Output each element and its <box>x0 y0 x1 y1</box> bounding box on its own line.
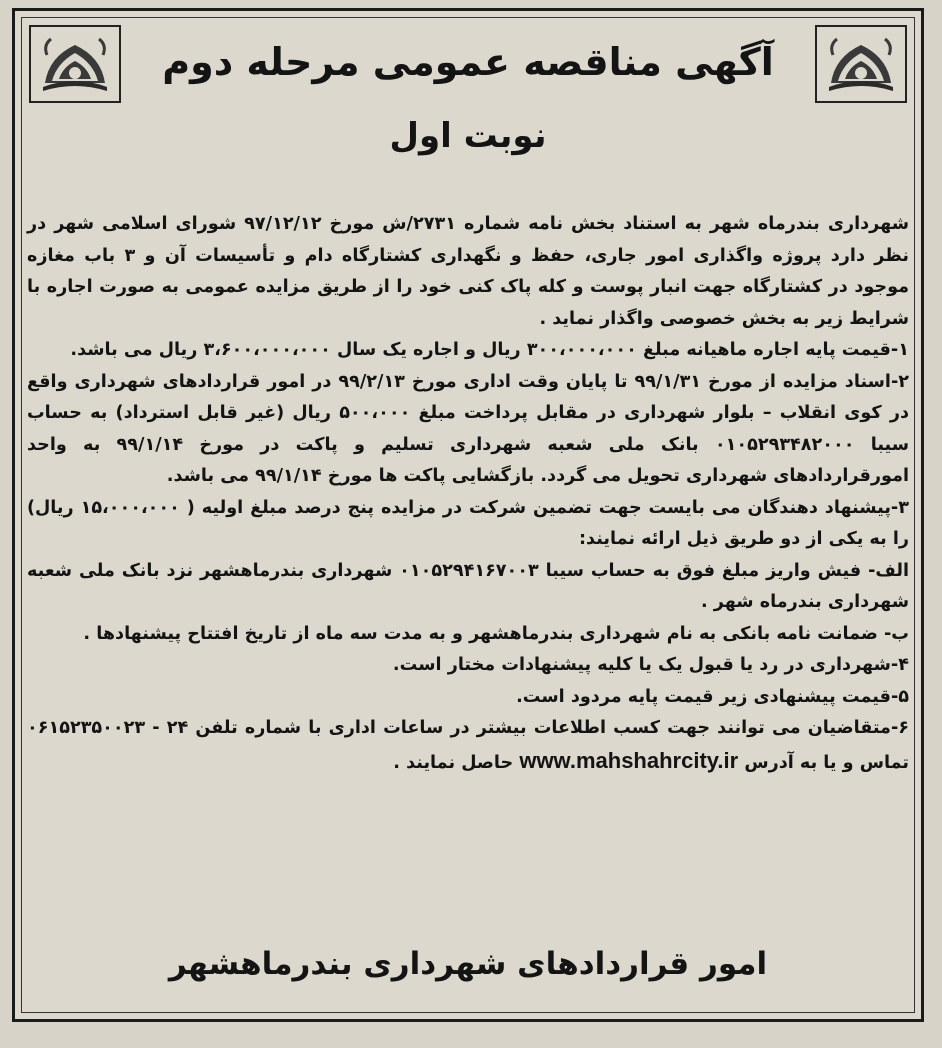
logo-right <box>815 25 907 103</box>
municipality-emblem-icon <box>821 31 901 97</box>
condition-item-2: ۲-اسناد مزایده از مورخ ۹۹/۱/۳۱ تا پایان وقت اداری مورخ ۹۹/۲/۱۳ در امور قراردادهای شهرداری واقع در کوی انقلاب – بلوار شهرداری در مقابل پرداخت مبلغ ۵۰۰،۰۰۰ ریال (غیر قابل استرداد) به حساب سیبا ۰۱۰۵۲۹۳۴۸۲۰۰۰ بانک ملی شعبه شهرداری تسلیم و پاکت در مورخ ۹۹/۱/۱۴ به واحد امورقراردادهای شهرداری تحویل می گردد. بازگشایی پاکت ها مورخ ۹۹/۱/۱۴ می باشد. <box>27 371 910 486</box>
item-6-end: حاصل نمایند . <box>393 752 514 773</box>
municipality-emblem-icon <box>35 31 115 97</box>
condition-item-5: ۵-قیمت پیشنهادی زیر قیمت پایه مردود است. <box>516 686 909 707</box>
condition-item-4: ۴-شهرداری در رد یا قبول یک یا کلیه پیشنهادات مختار است. <box>392 655 909 675</box>
website-link[interactable]: www.mahshahrcity.ir <box>519 747 739 773</box>
page-title: آگهی مناقصه عمومی مرحله دوم <box>162 40 774 84</box>
intro-paragraph: شهرداری بندرماه شهر به استناد بخش نامه شماره ۲۷۳۱/ش مورخ ۹۷/۱۲/۱۲ شورای اسلامی شهر در نظر دارد پروژه واگذاری امور جاری، حفظ و نگهداری کشتارگاه دام و تأسیسات آن و ۳ باب مغازه موجود در کشتارگاه جهت انبار پوست و کله پاک کنی خود را از طریق مزایده عمومی به صورت اجاره با شرایط زیر به بخش خصوصی واگذار نماید . <box>27 214 909 329</box>
condition-item-3: ۳-پیشنهاد دهندگان می بایست جهت تضمین شرکت در مزایده پنج درصد مبلغ اولیه ( ۱۵،۰۰۰،۰۰۰ ریال) را به یکی از دو طریق ذیل ارائه نمایند: <box>27 497 909 549</box>
condition-item-1: ۱-قیمت پایه اجاره ماهیانه مبلغ ۳۰۰،۰۰۰،۰۰۰ ریال و اجاره یک سال ۳،۶۰۰،۰۰۰،۰۰۰ ریال می باشد. <box>70 340 909 360</box>
issuer-signature: امور قراردادهای شهرداری بندرماهشهر <box>168 946 768 982</box>
announcement-body <box>27 209 909 779</box>
advertisement-frame <box>12 8 924 1022</box>
logo-left <box>29 25 121 103</box>
page-subtitle: نوبت اول <box>389 116 547 156</box>
condition-item-6 <box>27 713 909 779</box>
item-6-text: ۶-متقاضیان می توانند جهت کسب اطلاعات بیشتر در ساعات اداری با شماره تلفن ۲۴ - ۰۶۱۵۲۳۵۰۰۲۳ تماس و یا به آدرس <box>27 718 909 773</box>
condition-item-3b: ب- ضمانت نامه بانکی به نام شهرداری بندرماهشهر و به مدت سه ماه از تاریخ افتتاح پیشنهادها . <box>83 623 909 644</box>
condition-item-3a: الف- فیش واریز مبلغ فوق به حساب سیبا ۰۱۰۵۲۹۴۱۶۷۰۰۳ شهرداری بندرماهشهر نزد بانک ملی شعبه شهرداری بندرماه شهر . <box>27 560 909 612</box>
